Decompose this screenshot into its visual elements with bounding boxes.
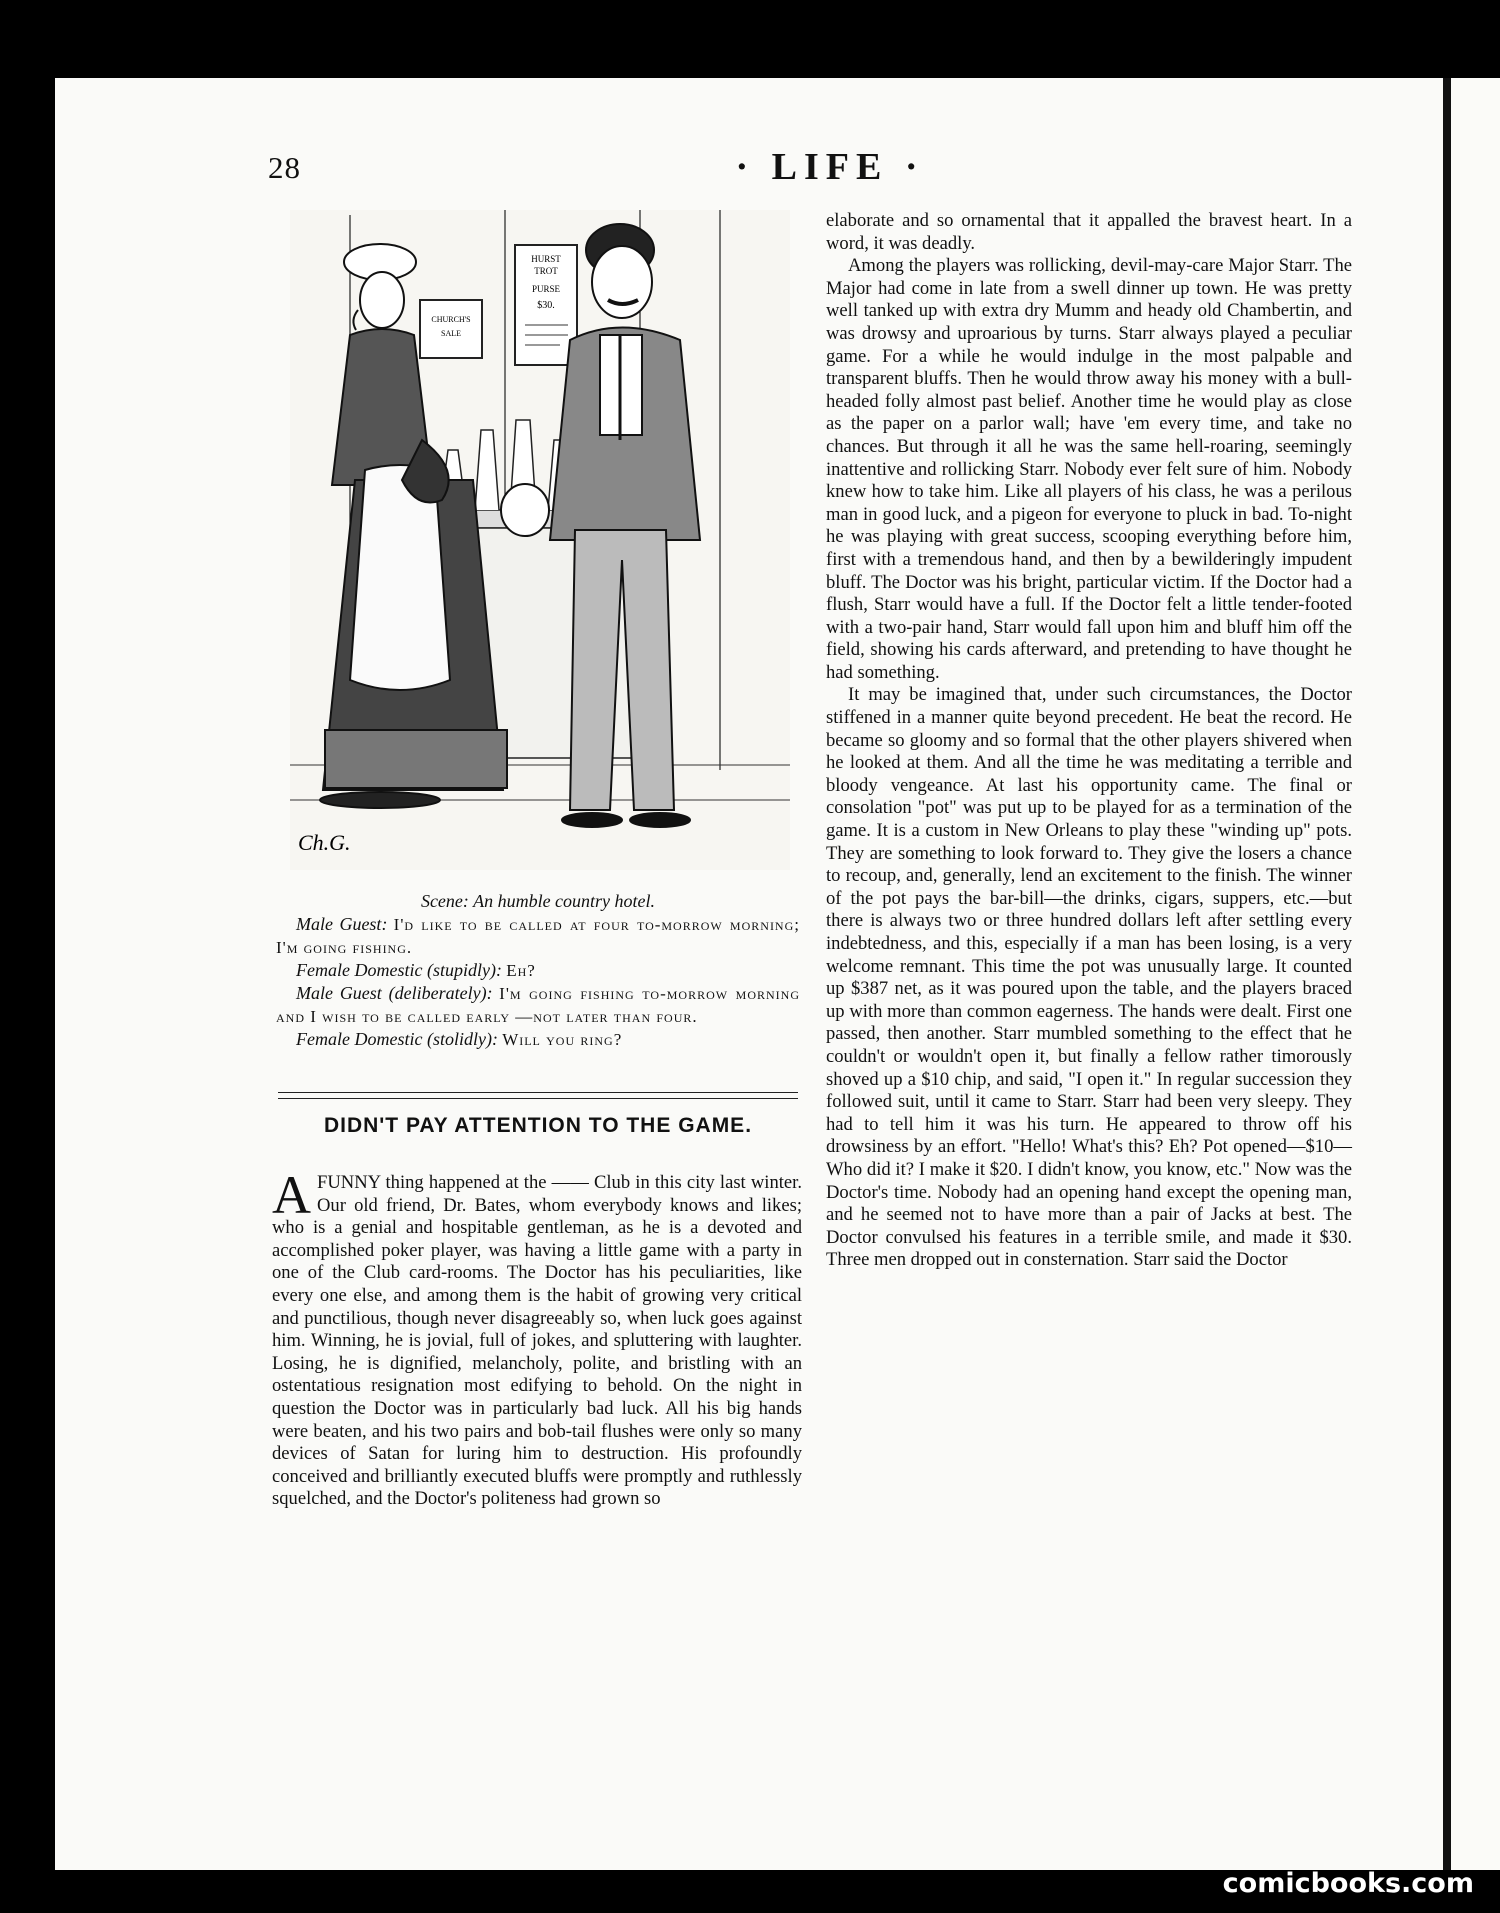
article-paragraph: It may be imagined that, under such circumstances, the Doctor stiffened in a manner quite beyond precedent. He beat the record. He became so gloomy and so formal that the other players shivered when he looked at them. And all the time he was meditating a terrible and bloody vengeance. At last his opportunity came. The final or consolation "pot" was put up to be played for as a termination of the game. It is a custom in New Orleans to play these "winding up" pots. They are something to look forward to. They give the losers a chance to recoup, and, generally, lend an excitement to the finish. The winner of the pot pays the bar-bill—the drinks, cigars, suppers, etc.—but there is always two or three hundred dollars left after settling every indebtedness, and this, especially if a man has been losing, is a very welcome remnant. This time the pot was unusually large. It counted up $387 net, as it was poured upon the table, and the players braced up with more than common eagerness. The hands were dealt. First one passed, then another. Starr mumbled something to the effect that he couldn't or wouldn't open it, but finally a fellow rather timorously shoved up a $10 chip, and said, "I open it." In regular succession they followed suit, until it came to Starr. Starr had been very sleepy. They had to tell him it was his turn. He appeared to throw off his drowsiness by an effort. "Hello! What's this? Eh? Pot opened—$10—Who did it? I make it $20. I didn't know, you know, etc." Now was the Doctor's time. Nobody had an opening hand except the opening man, and he seemed not to have more than a pair of Jacks at best. The Doctor convulsed his features in a terrible smile, and made it $30. Three men dropped out in consternation. Starr said the Doctor bbox=[826, 684, 1352, 1271]
wall-sign bbox=[420, 300, 482, 358]
section-divider bbox=[278, 1092, 798, 1099]
svg-text:HURST: HURST bbox=[531, 254, 561, 264]
svg-text:TROT: TROT bbox=[534, 266, 558, 276]
article-column-right bbox=[826, 210, 1352, 1272]
article-paragraph: FUNNY thing happened at the —— Club in this city last winter. Our old friend, Dr. Bates, whom everybody knows and likes; who is a genial and hospitable gentleman, as he is a devoted and accomplished poker player, was having a little game with a party in one of the Club card-rooms. The Doctor has his peculiarities, like every one else, and among them is the habit of growing very critical and punctilious, though never disagreeably so, when luck goes against him. Winning, he is jovial, full of jokes, and spluttering with laughter. Losing, he is dignified, melancholy, polite, and bristling with an ostentatious resignation most edifying to behold. On the night in question the Doctor was in particularly bad luck. All his big hands were beaten, and his two pairs and bob-tail flushes were only so many devices of Satan for luring him to destruction. His profoundly conceived and brilliantly executed bluffs were promptly and ruthlessly squelched, and the Doctor's politeness had grown so bbox=[272, 1172, 802, 1510]
dialogue-line: Eh? bbox=[506, 961, 536, 980]
dialogue-line: I'm going fishing to-morrow morning and I wish to be called early —not later than four. bbox=[276, 984, 800, 1026]
svg-text:PURSE: PURSE bbox=[531, 284, 561, 294]
drop-cap: A bbox=[272, 1165, 311, 1225]
svg-text:$30.: $30. bbox=[537, 300, 555, 311]
wall-poster bbox=[515, 245, 577, 365]
speaker-label: Male Guest: bbox=[296, 914, 388, 934]
page-gutter bbox=[1443, 78, 1451, 1870]
speaker-label: Female Domestic (stolidly): bbox=[296, 1029, 498, 1049]
article-paragraph: Among the players was rollicking, devil-may-care Major Starr. The Major had come in late from a swell dinner up town. He was pretty well tanked up with extra dry Mumm and heady old Chambertin, and was drowsy and uproarious by turns. Starr always played a peculiar game. For a while he would indulge in the most palpable and transparent bluffs. Then he would throw away his money with a bull-headed folly almost past belief. Another time he would play as close as the paper on a parlor wall; have 'em every time, and take no chances. But through it all he was the same hell-roaring, seemingly inattentive and rollicking Starr. Nobody ever felt sure of him. Nobody knew how to take him. Like all players of his class, he was a perilous man in good luck, and a pigeon for everyone to pluck in bad. To-night he was playing with great success, scooping everything before him, first with a tremendous hand, and then by a bewilderingly impudent bluff. The Doctor was his bright, particular victim. If the Doctor had a flush, Starr would have a full. If the Doctor felt a little tender-footed with a two-pair hand, Starr would fall upon him and bluff him off the field, showing his cards afterward, and pretending to have thought he had something. bbox=[826, 255, 1352, 683]
page-number: 28 bbox=[268, 150, 301, 185]
dialogue-line: Will you ring? bbox=[502, 1030, 623, 1049]
article-headline: DIDN'T PAY ATTENTION TO THE GAME. bbox=[323, 1114, 753, 1137]
speaker-label: Female Domestic (stupidly): bbox=[296, 960, 502, 980]
artist-signature: Ch.G. bbox=[298, 830, 351, 855]
magazine-title: · LIFE · bbox=[735, 146, 925, 188]
svg-text:SALE: SALE bbox=[441, 329, 461, 338]
speaker-label: Male Guest (deliberately): bbox=[296, 983, 493, 1003]
site-watermark: comicbooks.com bbox=[1222, 1868, 1474, 1899]
next-page-edge bbox=[1451, 78, 1500, 1870]
cartoon-caption bbox=[276, 890, 800, 1051]
svg-text:CHURCH'S: CHURCH'S bbox=[431, 315, 471, 324]
dialogue-line: I'd like to be called at four to-morrow morning; I'm going fishing. bbox=[276, 915, 800, 957]
article-paragraph: elaborate and so ornamental that it appalled the bravest heart. In a word, it was deadly. bbox=[826, 210, 1352, 254]
cartoon-illustration bbox=[290, 210, 790, 870]
caption-scene: Scene: An humble country hotel. bbox=[420, 891, 656, 911]
article-column-left bbox=[272, 1165, 802, 1511]
